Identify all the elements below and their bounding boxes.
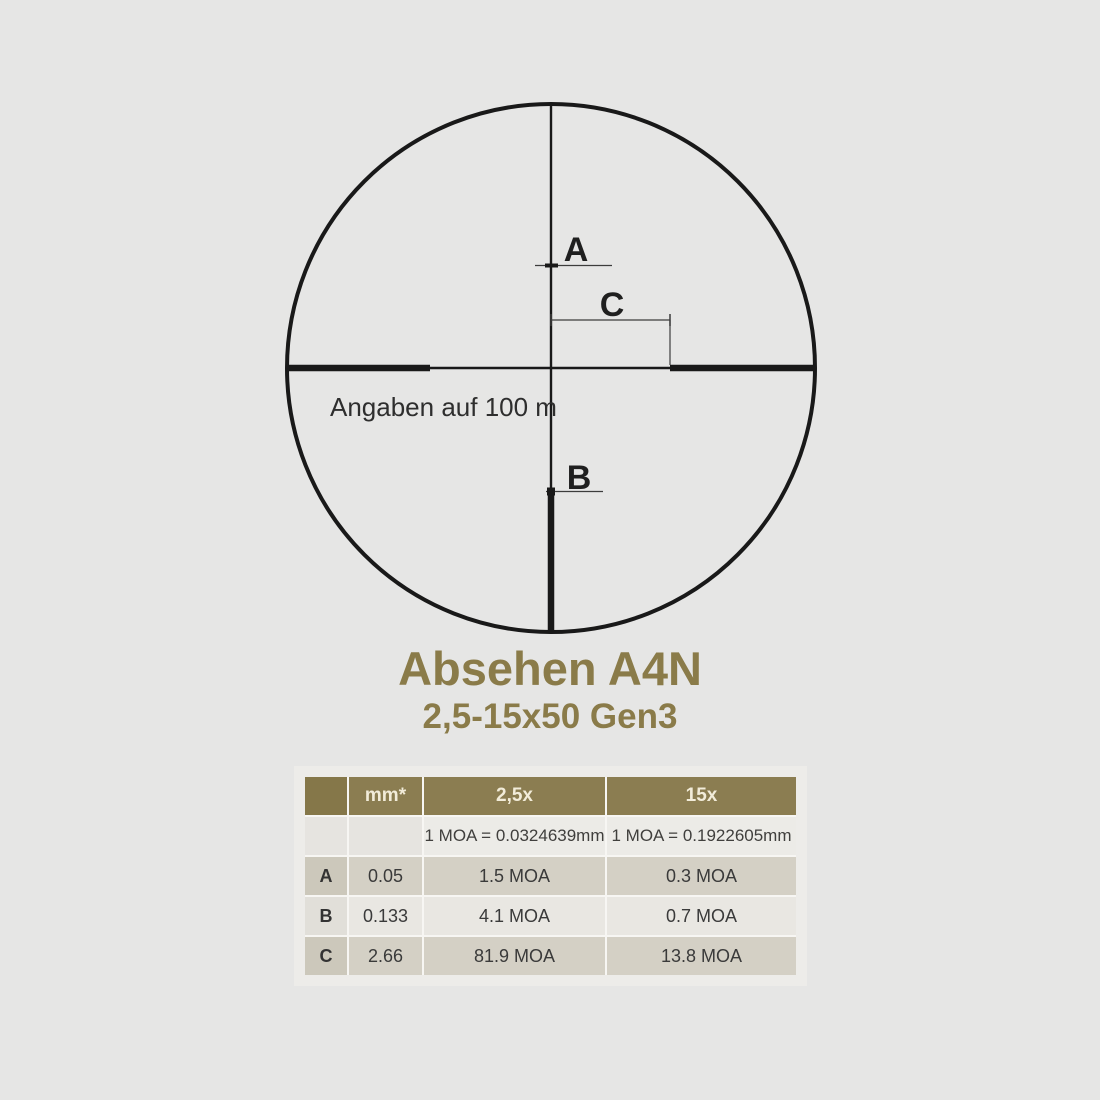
dim-a-label: A <box>563 231 589 269</box>
table-row-c-label: C <box>305 937 347 975</box>
dim-c-label: C <box>599 286 625 324</box>
table-header-empty <box>305 777 347 815</box>
table-row-c-15x: 13.8 MOA <box>607 937 796 975</box>
table-header-mm: mm* <box>349 777 422 815</box>
table-row-b-2-5x: 4.1 MOA <box>424 897 605 935</box>
table-row-a-2-5x: 1.5 MOA <box>424 857 605 895</box>
table-row-c-mm: 2.66 <box>349 937 422 975</box>
table-subheader-empty <box>305 817 347 855</box>
spec-table <box>305 777 796 975</box>
table-row-a-label: A <box>305 857 347 895</box>
dim-b-tick <box>547 488 555 496</box>
table-row-c-2-5x: 81.9 MOA <box>424 937 605 975</box>
annotation-distance: Angaben auf 100 m <box>330 392 557 422</box>
table-subheader-empty2 <box>349 817 422 855</box>
dim-b-label: B <box>566 459 592 497</box>
table-row-b-label: B <box>305 897 347 935</box>
table-subheader-moa-2-5x: 1 MOA = 0.0324639mm <box>424 817 605 855</box>
table-subheader-moa-15x: 1 MOA = 0.1922605mm <box>607 817 796 855</box>
spec-table-panel <box>294 766 807 986</box>
table-row-a-15x: 0.3 MOA <box>607 857 796 895</box>
table-header-15x: 15x <box>607 777 796 815</box>
table-row-b-mm: 0.133 <box>349 897 422 935</box>
page-subtitle: 2,5-15x50 Gen3 <box>422 697 678 736</box>
page-title: Absehen A4N <box>398 642 702 695</box>
table-header-2-5x: 2,5x <box>424 777 605 815</box>
table-row-b-15x: 0.7 MOA <box>607 897 796 935</box>
table-row-a-mm: 0.05 <box>349 857 422 895</box>
